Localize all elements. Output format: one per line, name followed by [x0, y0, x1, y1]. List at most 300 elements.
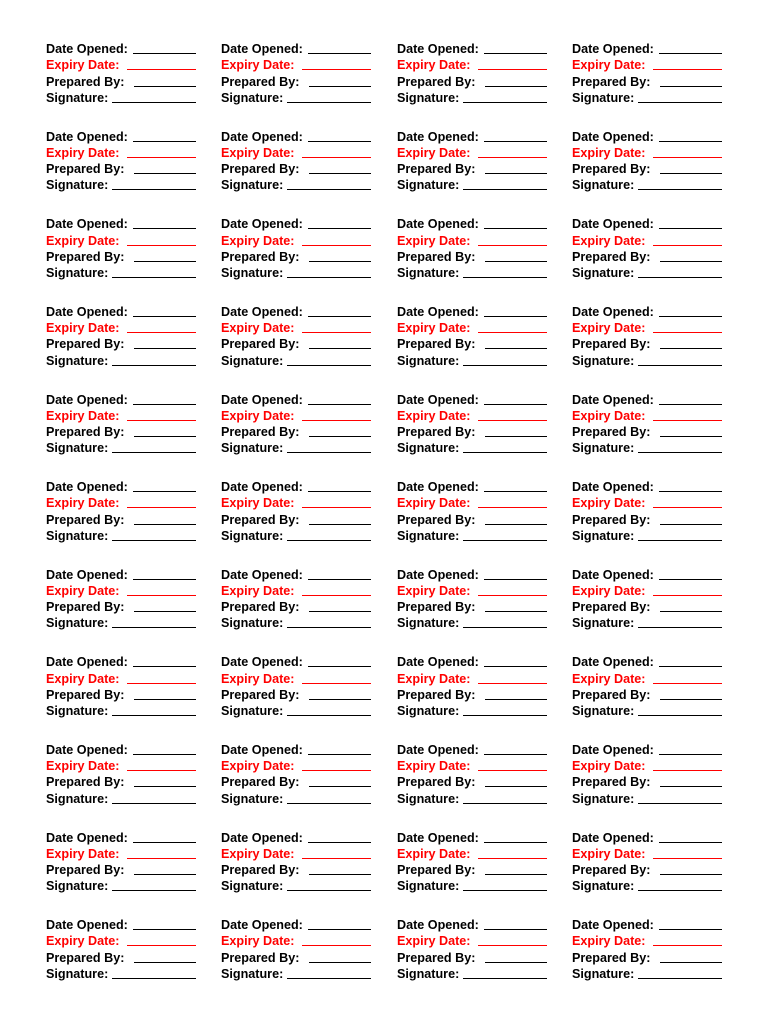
label-card: [397, 654, 547, 742]
signature-blank[interactable]: [287, 890, 371, 891]
signature-blank[interactable]: [463, 189, 547, 190]
label-card: [397, 479, 547, 567]
date-opened-blank[interactable]: [308, 141, 371, 142]
expiry-date-blank[interactable]: [478, 683, 548, 684]
signature-line: [572, 615, 722, 631]
expiry-date-line: [397, 232, 547, 248]
signature-blank[interactable]: [287, 715, 371, 716]
date-opened-blank[interactable]: [659, 53, 722, 54]
prepared-by-line: [397, 249, 547, 265]
prepared-by-blank[interactable]: [309, 261, 371, 262]
signature-blank[interactable]: [112, 452, 196, 453]
label-card: [221, 391, 371, 479]
date-opened-blank[interactable]: [133, 316, 196, 317]
expiry-date-blank[interactable]: [127, 858, 197, 859]
signature-label: Signature:: [572, 966, 635, 981]
signature-label: Signature:: [46, 616, 109, 631]
expiry-date-blank[interactable]: [653, 157, 723, 158]
prepared-by-label: Prepared By:: [46, 950, 125, 965]
expiry-date-blank[interactable]: [302, 157, 372, 158]
expiry-date-label: Expiry Date:: [46, 408, 120, 423]
date-opened-label: Date Opened:: [46, 480, 128, 495]
prepared-by-blank[interactable]: [485, 261, 547, 262]
signature-blank[interactable]: [463, 452, 547, 453]
prepared-by-blank[interactable]: [660, 962, 722, 963]
expiry-date-label: Expiry Date:: [46, 233, 120, 248]
date-opened-label: Date Opened:: [397, 655, 479, 670]
prepared-by-blank[interactable]: [660, 524, 722, 525]
expiry-date-blank[interactable]: [478, 945, 548, 946]
prepared-by-blank[interactable]: [309, 436, 371, 437]
date-opened-blank[interactable]: [484, 754, 547, 755]
date-opened-line: [397, 829, 547, 845]
expiry-date-label: Expiry Date:: [397, 759, 471, 774]
expiry-date-blank[interactable]: [302, 770, 372, 771]
date-opened-label: Date Opened:: [221, 830, 303, 845]
signature-blank[interactable]: [638, 715, 722, 716]
signature-blank[interactable]: [463, 803, 547, 804]
label-card: [572, 216, 722, 304]
prepared-by-blank[interactable]: [660, 611, 722, 612]
date-opened-line: [397, 479, 547, 495]
expiry-date-blank[interactable]: [302, 945, 372, 946]
signature-blank[interactable]: [287, 452, 371, 453]
expiry-date-label: Expiry Date:: [397, 145, 471, 160]
expiry-date-blank[interactable]: [127, 770, 197, 771]
signature-line: [572, 440, 722, 456]
prepared-by-line: [572, 599, 722, 615]
expiry-date-blank[interactable]: [127, 683, 197, 684]
prepared-by-blank[interactable]: [660, 436, 722, 437]
date-opened-blank[interactable]: [133, 228, 196, 229]
signature-blank[interactable]: [638, 540, 722, 541]
prepared-by-blank[interactable]: [309, 611, 371, 612]
date-opened-blank[interactable]: [308, 228, 371, 229]
prepared-by-label: Prepared By:: [46, 512, 125, 527]
label-card: [46, 829, 196, 917]
date-opened-line: [397, 216, 547, 232]
signature-label: Signature:: [46, 966, 109, 981]
signature-line: [572, 90, 722, 106]
expiry-date-label: Expiry Date:: [572, 321, 646, 336]
prepared-by-label: Prepared By:: [397, 512, 476, 527]
prepared-by-blank[interactable]: [485, 524, 547, 525]
expiry-date-blank[interactable]: [478, 507, 548, 508]
prepared-by-blank[interactable]: [485, 611, 547, 612]
expiry-date-blank[interactable]: [653, 858, 723, 859]
expiry-date-blank[interactable]: [478, 69, 548, 70]
date-opened-blank[interactable]: [308, 666, 371, 667]
expiry-date-line: [46, 758, 196, 774]
prepared-by-blank[interactable]: [309, 699, 371, 700]
prepared-by-line: [46, 599, 196, 615]
expiry-date-label: Expiry Date:: [46, 145, 120, 160]
label-card: [397, 304, 547, 392]
signature-blank[interactable]: [463, 365, 547, 366]
signature-blank[interactable]: [638, 627, 722, 628]
prepared-by-blank[interactable]: [309, 524, 371, 525]
prepared-by-blank[interactable]: [134, 962, 196, 963]
expiry-date-label: Expiry Date:: [46, 759, 120, 774]
signature-blank[interactable]: [287, 540, 371, 541]
signature-blank[interactable]: [638, 452, 722, 453]
signature-blank[interactable]: [112, 803, 196, 804]
date-opened-label: Date Opened:: [46, 392, 128, 407]
prepared-by-label: Prepared By:: [221, 512, 300, 527]
label-card: [397, 391, 547, 479]
signature-line: [572, 966, 722, 982]
expiry-date-line: [572, 933, 722, 949]
date-opened-blank[interactable]: [133, 579, 196, 580]
date-opened-label: Date Opened:: [397, 480, 479, 495]
signature-blank[interactable]: [112, 102, 196, 103]
expiry-date-label: Expiry Date:: [397, 496, 471, 511]
date-opened-blank[interactable]: [659, 754, 722, 755]
signature-blank[interactable]: [287, 627, 371, 628]
signature-blank[interactable]: [463, 627, 547, 628]
signature-blank[interactable]: [638, 978, 722, 979]
date-opened-label: Date Opened:: [397, 392, 479, 407]
signature-blank[interactable]: [112, 715, 196, 716]
signature-blank[interactable]: [287, 189, 371, 190]
prepared-by-blank[interactable]: [660, 348, 722, 349]
prepared-by-blank[interactable]: [485, 874, 547, 875]
prepared-by-line: [397, 511, 547, 527]
date-opened-blank[interactable]: [133, 754, 196, 755]
signature-label: Signature:: [397, 90, 460, 105]
prepared-by-blank[interactable]: [309, 874, 371, 875]
expiry-date-blank[interactable]: [653, 945, 723, 946]
prepared-by-line: [397, 687, 547, 703]
prepared-by-line: [46, 249, 196, 265]
label-card: [221, 129, 371, 217]
expiry-date-label: Expiry Date:: [46, 321, 120, 336]
expiry-date-blank[interactable]: [478, 858, 548, 859]
expiry-date-blank[interactable]: [127, 595, 197, 596]
prepared-by-blank[interactable]: [134, 699, 196, 700]
expiry-date-blank[interactable]: [302, 683, 372, 684]
date-opened-blank[interactable]: [484, 929, 547, 930]
signature-blank[interactable]: [638, 189, 722, 190]
prepared-by-label: Prepared By:: [572, 950, 651, 965]
prepared-by-line: [221, 774, 371, 790]
signature-blank[interactable]: [287, 365, 371, 366]
signature-blank[interactable]: [463, 102, 547, 103]
expiry-date-blank[interactable]: [302, 245, 372, 246]
date-opened-blank[interactable]: [659, 929, 722, 930]
prepared-by-blank[interactable]: [660, 699, 722, 700]
date-opened-blank[interactable]: [308, 842, 371, 843]
signature-blank[interactable]: [287, 803, 371, 804]
expiry-date-blank[interactable]: [302, 595, 372, 596]
date-opened-line: [572, 829, 722, 845]
signature-line: [46, 528, 196, 544]
date-opened-line: [221, 829, 371, 845]
signature-label: Signature:: [397, 178, 460, 193]
date-opened-line: [46, 391, 196, 407]
date-opened-blank[interactable]: [659, 228, 722, 229]
expiry-date-label: Expiry Date:: [221, 934, 295, 949]
date-opened-blank[interactable]: [659, 316, 722, 317]
signature-blank[interactable]: [463, 540, 547, 541]
signature-blank[interactable]: [638, 102, 722, 103]
signature-blank[interactable]: [112, 189, 196, 190]
prepared-by-blank[interactable]: [134, 524, 196, 525]
signature-label: Signature:: [221, 90, 284, 105]
date-opened-label: Date Opened:: [46, 567, 128, 582]
expiry-date-blank[interactable]: [653, 770, 723, 771]
prepared-by-label: Prepared By:: [397, 424, 476, 439]
prepared-by-blank[interactable]: [660, 261, 722, 262]
signature-blank[interactable]: [463, 978, 547, 979]
prepared-by-blank[interactable]: [134, 874, 196, 875]
signature-blank[interactable]: [112, 277, 196, 278]
prepared-by-blank[interactable]: [134, 261, 196, 262]
prepared-by-blank[interactable]: [660, 874, 722, 875]
expiry-date-label: Expiry Date:: [221, 583, 295, 598]
date-opened-label: Date Opened:: [397, 567, 479, 582]
date-opened-blank[interactable]: [659, 491, 722, 492]
prepared-by-line: [46, 949, 196, 965]
expiry-date-blank[interactable]: [127, 69, 197, 70]
date-opened-label: Date Opened:: [46, 217, 128, 232]
date-opened-blank[interactable]: [659, 666, 722, 667]
expiry-date-blank[interactable]: [127, 945, 197, 946]
expiry-date-blank[interactable]: [653, 69, 723, 70]
date-opened-blank[interactable]: [133, 404, 196, 405]
date-opened-blank[interactable]: [484, 404, 547, 405]
signature-label: Signature:: [221, 178, 284, 193]
date-opened-line: [572, 129, 722, 145]
expiry-date-blank[interactable]: [478, 157, 548, 158]
expiry-date-blank[interactable]: [478, 595, 548, 596]
expiry-date-label: Expiry Date:: [397, 58, 471, 73]
date-opened-blank[interactable]: [484, 666, 547, 667]
expiry-date-blank[interactable]: [302, 69, 372, 70]
expiry-date-blank[interactable]: [478, 420, 548, 421]
date-opened-label: Date Opened:: [572, 918, 654, 933]
prepared-by-label: Prepared By:: [572, 687, 651, 702]
prepared-by-blank[interactable]: [485, 86, 547, 87]
prepared-by-blank[interactable]: [485, 962, 547, 963]
date-opened-blank[interactable]: [308, 491, 371, 492]
expiry-date-blank[interactable]: [302, 332, 372, 333]
expiry-date-line: [397, 408, 547, 424]
signature-blank[interactable]: [287, 102, 371, 103]
prepared-by-blank[interactable]: [309, 173, 371, 174]
date-opened-blank[interactable]: [659, 141, 722, 142]
signature-blank[interactable]: [638, 803, 722, 804]
prepared-by-blank[interactable]: [134, 611, 196, 612]
signature-label: Signature:: [221, 265, 284, 280]
date-opened-blank[interactable]: [308, 53, 371, 54]
date-opened-blank[interactable]: [484, 842, 547, 843]
date-opened-label: Date Opened:: [572, 742, 654, 757]
prepared-by-line: [221, 687, 371, 703]
expiry-date-line: [221, 57, 371, 73]
signature-blank[interactable]: [638, 277, 722, 278]
signature-blank[interactable]: [463, 890, 547, 891]
date-opened-line: [572, 567, 722, 583]
prepared-by-blank[interactable]: [485, 173, 547, 174]
date-opened-blank[interactable]: [484, 491, 547, 492]
expiry-date-label: Expiry Date:: [221, 145, 295, 160]
date-opened-blank[interactable]: [133, 666, 196, 667]
prepared-by-blank[interactable]: [309, 786, 371, 787]
prepared-by-label: Prepared By:: [221, 249, 300, 264]
expiry-date-blank[interactable]: [127, 420, 197, 421]
date-opened-blank[interactable]: [484, 53, 547, 54]
prepared-by-blank[interactable]: [309, 962, 371, 963]
signature-blank[interactable]: [112, 627, 196, 628]
date-opened-blank[interactable]: [308, 929, 371, 930]
prepared-by-blank[interactable]: [660, 86, 722, 87]
prepared-by-label: Prepared By:: [572, 600, 651, 615]
expiry-date-line: [397, 583, 547, 599]
signature-blank[interactable]: [463, 277, 547, 278]
expiry-date-label: Expiry Date:: [572, 408, 646, 423]
prepared-by-blank[interactable]: [134, 173, 196, 174]
expiry-date-blank[interactable]: [478, 245, 548, 246]
expiry-date-blank[interactable]: [127, 332, 197, 333]
prepared-by-blank[interactable]: [134, 436, 196, 437]
signature-blank[interactable]: [638, 365, 722, 366]
expiry-date-blank[interactable]: [127, 507, 197, 508]
expiry-date-blank[interactable]: [653, 507, 723, 508]
date-opened-blank[interactable]: [133, 929, 196, 930]
expiry-date-blank[interactable]: [653, 683, 723, 684]
expiry-date-blank[interactable]: [653, 332, 723, 333]
prepared-by-blank[interactable]: [660, 173, 722, 174]
prepared-by-label: Prepared By:: [397, 74, 476, 89]
expiry-date-blank[interactable]: [302, 858, 372, 859]
prepared-by-blank[interactable]: [134, 348, 196, 349]
date-opened-blank[interactable]: [308, 579, 371, 580]
date-opened-line: [46, 304, 196, 320]
signature-line: [221, 790, 371, 806]
signature-blank[interactable]: [112, 890, 196, 891]
prepared-by-label: Prepared By:: [221, 337, 300, 352]
signature-label: Signature:: [221, 528, 284, 543]
expiry-date-line: [397, 758, 547, 774]
prepared-by-label: Prepared By:: [46, 162, 125, 177]
date-opened-blank[interactable]: [659, 842, 722, 843]
label-card: [221, 216, 371, 304]
date-opened-blank[interactable]: [659, 404, 722, 405]
prepared-by-line: [397, 336, 547, 352]
date-opened-blank[interactable]: [308, 754, 371, 755]
signature-label: Signature:: [572, 90, 635, 105]
prepared-by-blank[interactable]: [485, 699, 547, 700]
label-card: [46, 917, 196, 1005]
label-card: [572, 304, 722, 392]
date-opened-line: [221, 567, 371, 583]
date-opened-line: [572, 742, 722, 758]
prepared-by-blank[interactable]: [485, 348, 547, 349]
label-card: [397, 917, 547, 1005]
date-opened-blank[interactable]: [484, 316, 547, 317]
expiry-date-blank[interactable]: [653, 420, 723, 421]
prepared-by-label: Prepared By:: [397, 687, 476, 702]
prepared-by-blank[interactable]: [134, 786, 196, 787]
label-card: [46, 216, 196, 304]
prepared-by-label: Prepared By:: [221, 687, 300, 702]
signature-blank[interactable]: [112, 365, 196, 366]
signature-line: [46, 440, 196, 456]
signature-blank[interactable]: [287, 277, 371, 278]
expiry-date-blank[interactable]: [302, 507, 372, 508]
prepared-by-blank[interactable]: [485, 786, 547, 787]
signature-line: [572, 528, 722, 544]
expiry-date-blank[interactable]: [478, 770, 548, 771]
expiry-date-line: [46, 320, 196, 336]
prepared-by-label: Prepared By:: [572, 862, 651, 877]
signature-blank[interactable]: [112, 978, 196, 979]
label-card: [397, 129, 547, 217]
expiry-date-blank[interactable]: [127, 157, 197, 158]
signature-blank[interactable]: [638, 890, 722, 891]
signature-label: Signature:: [397, 528, 460, 543]
prepared-by-blank[interactable]: [309, 348, 371, 349]
date-opened-label: Date Opened:: [397, 42, 479, 57]
date-opened-label: Date Opened:: [221, 304, 303, 319]
expiry-date-line: [572, 408, 722, 424]
expiry-date-blank[interactable]: [653, 245, 723, 246]
label-card: [397, 742, 547, 830]
expiry-date-blank[interactable]: [478, 332, 548, 333]
date-opened-blank[interactable]: [659, 579, 722, 580]
date-opened-blank[interactable]: [133, 842, 196, 843]
signature-line: [46, 90, 196, 106]
label-card: [397, 829, 547, 917]
expiry-date-label: Expiry Date:: [572, 58, 646, 73]
date-opened-blank[interactable]: [484, 228, 547, 229]
signature-blank[interactable]: [463, 715, 547, 716]
signature-label: Signature:: [572, 353, 635, 368]
signature-blank[interactable]: [287, 978, 371, 979]
signature-line: [572, 265, 722, 281]
signature-line: [397, 790, 547, 806]
date-opened-blank[interactable]: [133, 53, 196, 54]
signature-label: Signature:: [572, 791, 635, 806]
expiry-date-line: [397, 320, 547, 336]
prepared-by-line: [46, 862, 196, 878]
date-opened-blank[interactable]: [484, 141, 547, 142]
date-opened-line: [221, 304, 371, 320]
prepared-by-blank[interactable]: [309, 86, 371, 87]
date-opened-blank[interactable]: [133, 491, 196, 492]
prepared-by-label: Prepared By:: [572, 162, 651, 177]
date-opened-blank[interactable]: [484, 579, 547, 580]
signature-label: Signature:: [397, 265, 460, 280]
date-opened-blank[interactable]: [133, 141, 196, 142]
expiry-date-blank[interactable]: [653, 595, 723, 596]
date-opened-blank[interactable]: [308, 404, 371, 405]
prepared-by-blank[interactable]: [134, 86, 196, 87]
prepared-by-blank[interactable]: [660, 786, 722, 787]
prepared-by-line: [46, 511, 196, 527]
prepared-by-blank[interactable]: [485, 436, 547, 437]
signature-line: [46, 615, 196, 631]
prepared-by-line: [397, 424, 547, 440]
expiry-date-blank[interactable]: [302, 420, 372, 421]
prepared-by-line: [572, 687, 722, 703]
expiry-date-label: Expiry Date:: [397, 321, 471, 336]
signature-blank[interactable]: [112, 540, 196, 541]
date-opened-blank[interactable]: [308, 316, 371, 317]
expiry-date-blank[interactable]: [127, 245, 197, 246]
signature-label: Signature:: [572, 178, 635, 193]
